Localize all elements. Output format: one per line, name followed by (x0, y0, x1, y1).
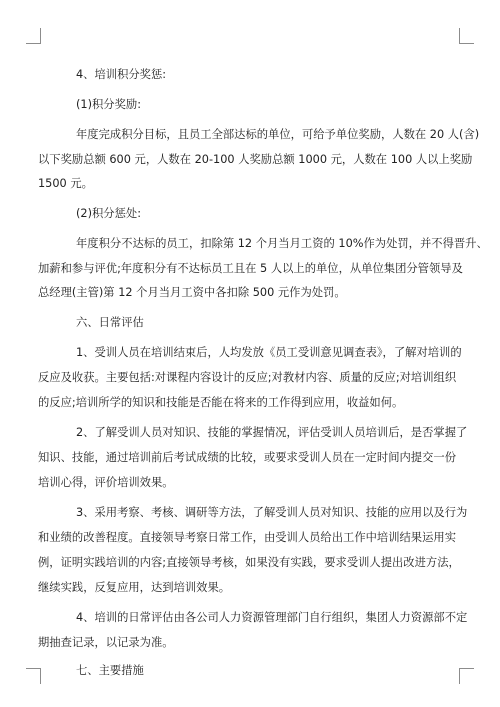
paragraph-line: 培训心得，评价培训效果。 (38, 476, 174, 489)
paragraph-line: 总经理(主管)第 12 个月当月工资中各扣除 500 元作为处罚。 (38, 286, 346, 299)
section-heading: 六、日常评估 (76, 316, 144, 329)
subsection-heading: (2)积分惩处: (76, 207, 141, 220)
paragraph-line: 年度完成积分目标，且员工全部达标的单位，可给予单位奖励，人数在 20 人(含) (76, 128, 480, 141)
paragraph-line: 加薪和参与评优;年度积分有不达标员工且在 5 人以上的单位，从单位集团分管领导及 (38, 262, 463, 275)
paragraph-line: 继续实践，反复应用，达到培训效果。 (38, 581, 231, 594)
paragraph-line: 年度积分不达标的员工，扣除第 12 个月当月工资的 10%作为处罚，并不得晋升、 (76, 237, 488, 250)
section-heading: 4、培训积分奖惩: (76, 68, 167, 81)
paragraph-line: 以下奖励总额 600 元，人数在 20-100 人奖励总额 1000 元，人数在 100 人以上奖励 (38, 153, 473, 166)
paragraph-line: 4、培训的日常评估由各公司人力资源管理部门自行组织，集团人力资源部不定 (76, 611, 468, 624)
paragraph-line: 知识、技能，通过培训前后考试成绩的比较，或要求受训人员在一定时间内提交一份 (38, 451, 456, 464)
subsection-heading: (1)积分奖励: (76, 98, 141, 111)
paragraph-line: 例，证明实践培训的内容;直接领导考核，如果没有实践，要求受训人提出改进方法， (38, 556, 460, 569)
paragraph-line: 反应及收获。主要包括:对课程内容设计的反应;对教材内容、质量的反应;对培训组织 (38, 371, 457, 384)
paragraph-line: 的反应;培训所学的知识和技能是否能在将来的工作得到应用，收益如何。 (38, 396, 404, 409)
paragraph-line: 1500 元。 (38, 177, 93, 190)
section-heading: 七、主要措施 (76, 664, 144, 677)
paragraph-line: 2、了解受训人员对知识、技能的掌握情况，评估受训人员培训后，是否掌握了 (76, 426, 468, 439)
paragraph-line: 和业绩的改善程度。直接领导考察日常工作，由受训人员给出工作中培训结果运用实 (38, 531, 456, 544)
paragraph-line: 3、采用考察、考核、调研等方法，了解受训人员对知识、技能的应用以及行为 (76, 506, 468, 519)
paragraph-line: 期抽查记录，以记录为准。 (38, 636, 174, 649)
paragraph-line: 1、受训人员在培训结束后，人均发放《员工受训意见调查表》，了解对培训的 (76, 346, 462, 359)
